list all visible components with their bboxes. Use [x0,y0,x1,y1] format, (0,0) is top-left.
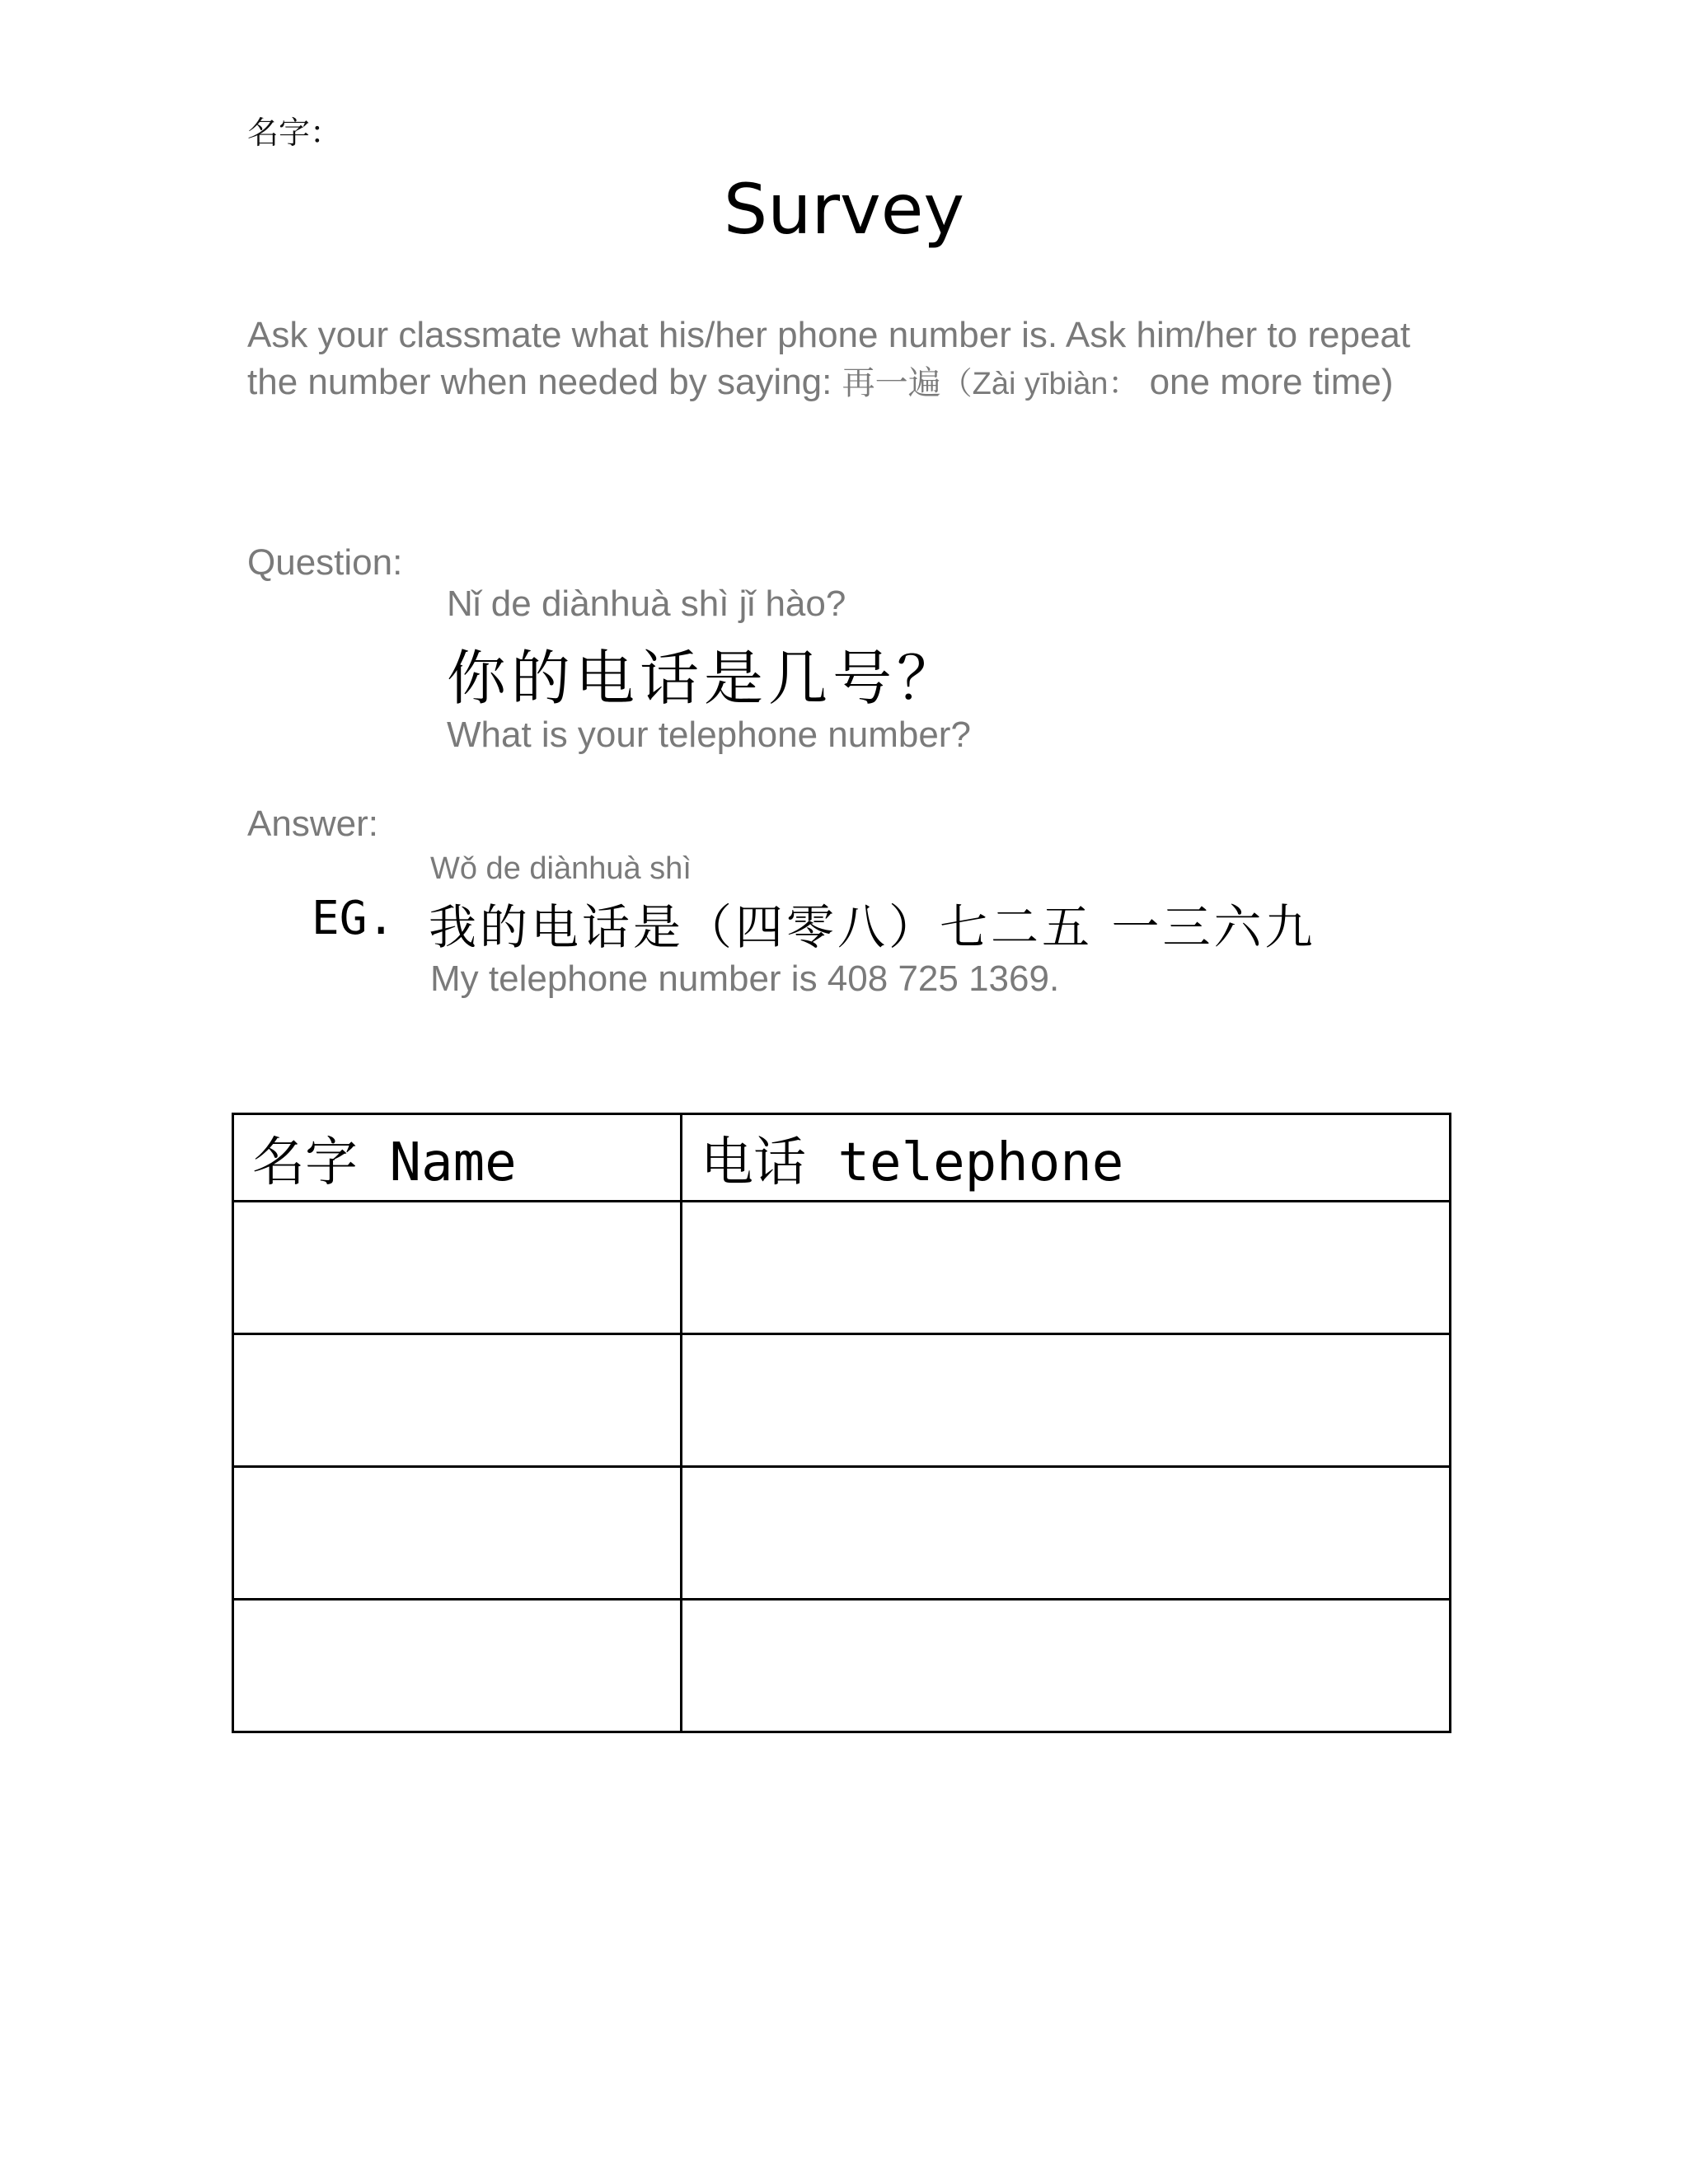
survey-table [232,1113,1451,1733]
name-cell[interactable] [233,1334,682,1467]
instructions-translation: one more time) [1139,362,1394,402]
question-english: What is your telephone number? [447,715,971,755]
column-header-telephone: 电话 telephone [682,1114,1451,1202]
table-row [233,1202,1451,1334]
question-chinese: 你的电话是几号？ [447,644,962,713]
table-row [233,1467,1451,1600]
telephone-cell[interactable] [682,1334,1451,1467]
name-cell[interactable] [233,1202,682,1334]
column-header-name: 名字 Name [233,1114,682,1202]
answer-english: My telephone number is 408 725 1369. [430,958,1060,999]
instructions-text: Ask your classmate what his/her phone number is. Ask him/her to repeat the number when needed by saying: [247,315,1411,402]
name-cell[interactable] [233,1600,682,1732]
question-pinyin: Nǐ de diànhuà shì jǐ hào? [447,583,846,624]
instructions [247,312,1426,408]
telephone-cell[interactable] [682,1467,1451,1600]
answer-example-marker: EG. [312,892,396,945]
answer-pinyin: Wǒ de diànhuà shì [430,851,692,886]
answer-chinese: 我的电话是（四零八）七二五 一三六九 [429,899,1316,955]
telephone-cell[interactable] [682,1600,1451,1732]
instructions-chinese-phrase: 再一遍 [842,364,941,402]
table-row [233,1600,1451,1732]
telephone-cell[interactable] [682,1202,1451,1334]
question-label: Question: [247,542,403,583]
table-row [233,1334,1451,1467]
table-header-row [233,1114,1451,1202]
name-cell[interactable] [233,1467,682,1600]
instructions-pinyin: （Zài yībiàn： [940,367,1140,401]
page-title: Survey [723,169,965,250]
student-name-label: 名字： [247,116,342,151]
answer-label: Answer: [247,804,378,844]
